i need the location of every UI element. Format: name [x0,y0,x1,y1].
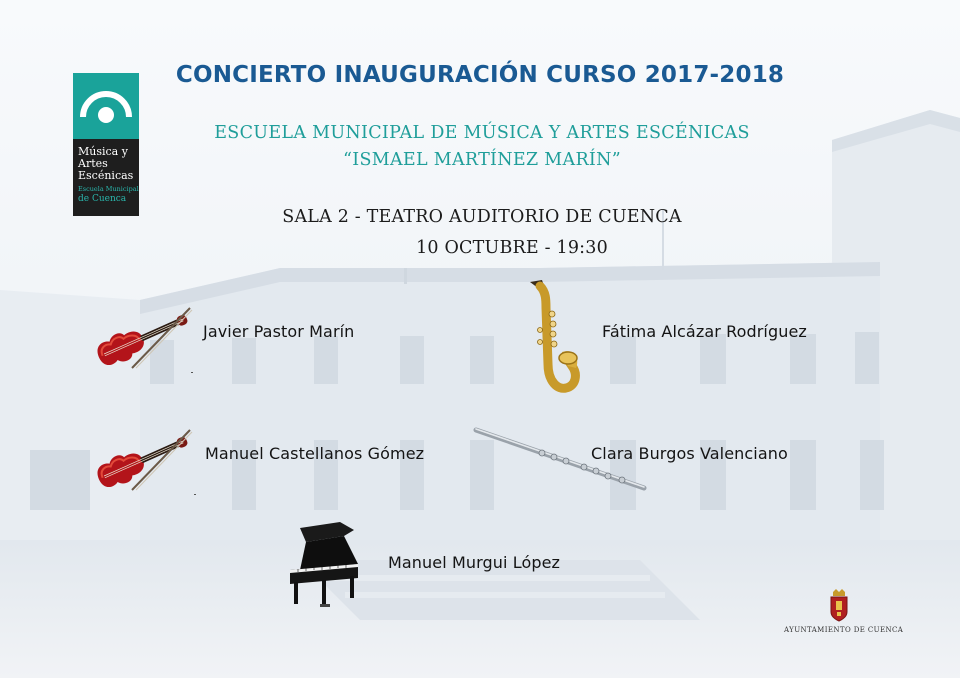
logo-sub-2: de Cuenca [78,194,127,204]
piano-icon [284,520,362,610]
performer-name: Clara Burgos Valenciano [591,444,788,463]
school-name-line-1: ESCUELA MUNICIPAL DE MÚSICA Y ARTES ESCÉNICAS [214,123,750,143]
violin-icon [86,298,198,374]
school-name-line-2: “ISMAEL MARTÍNEZ MARÍN” [343,150,621,170]
violin-icon [86,420,198,496]
logo-line-2: Artes [78,157,108,170]
sponsor-name: AYUNTAMIENTO DE CUENCA [784,626,904,634]
logo-line-1: Música y [78,145,128,158]
venue-place: SALA 2 - TEATRO AUDITORIO DE CUENCA [282,207,682,227]
performer-name: Fátima Alcázar Rodríguez [602,322,807,341]
logo-sub-1: Escuela Municipal [78,185,139,193]
tick-mark [191,372,193,373]
school-logo [73,73,139,216]
performer-name: Manuel Murgui López [388,553,561,572]
city-crest-icon [828,588,850,622]
performer-name: Manuel Castellanos Gómez [205,444,425,463]
performer-name: Javier Pastor Marín [203,322,355,341]
venue-datetime: 10 OCTUBRE - 19:30 [416,238,608,258]
saxophone-icon [524,278,582,396]
tick-mark [194,494,196,495]
logo-line-3: Escénicas [78,169,134,182]
concert-title: CONCIERTO INAUGURACIÓN CURSO 2017-2018 [175,62,785,88]
